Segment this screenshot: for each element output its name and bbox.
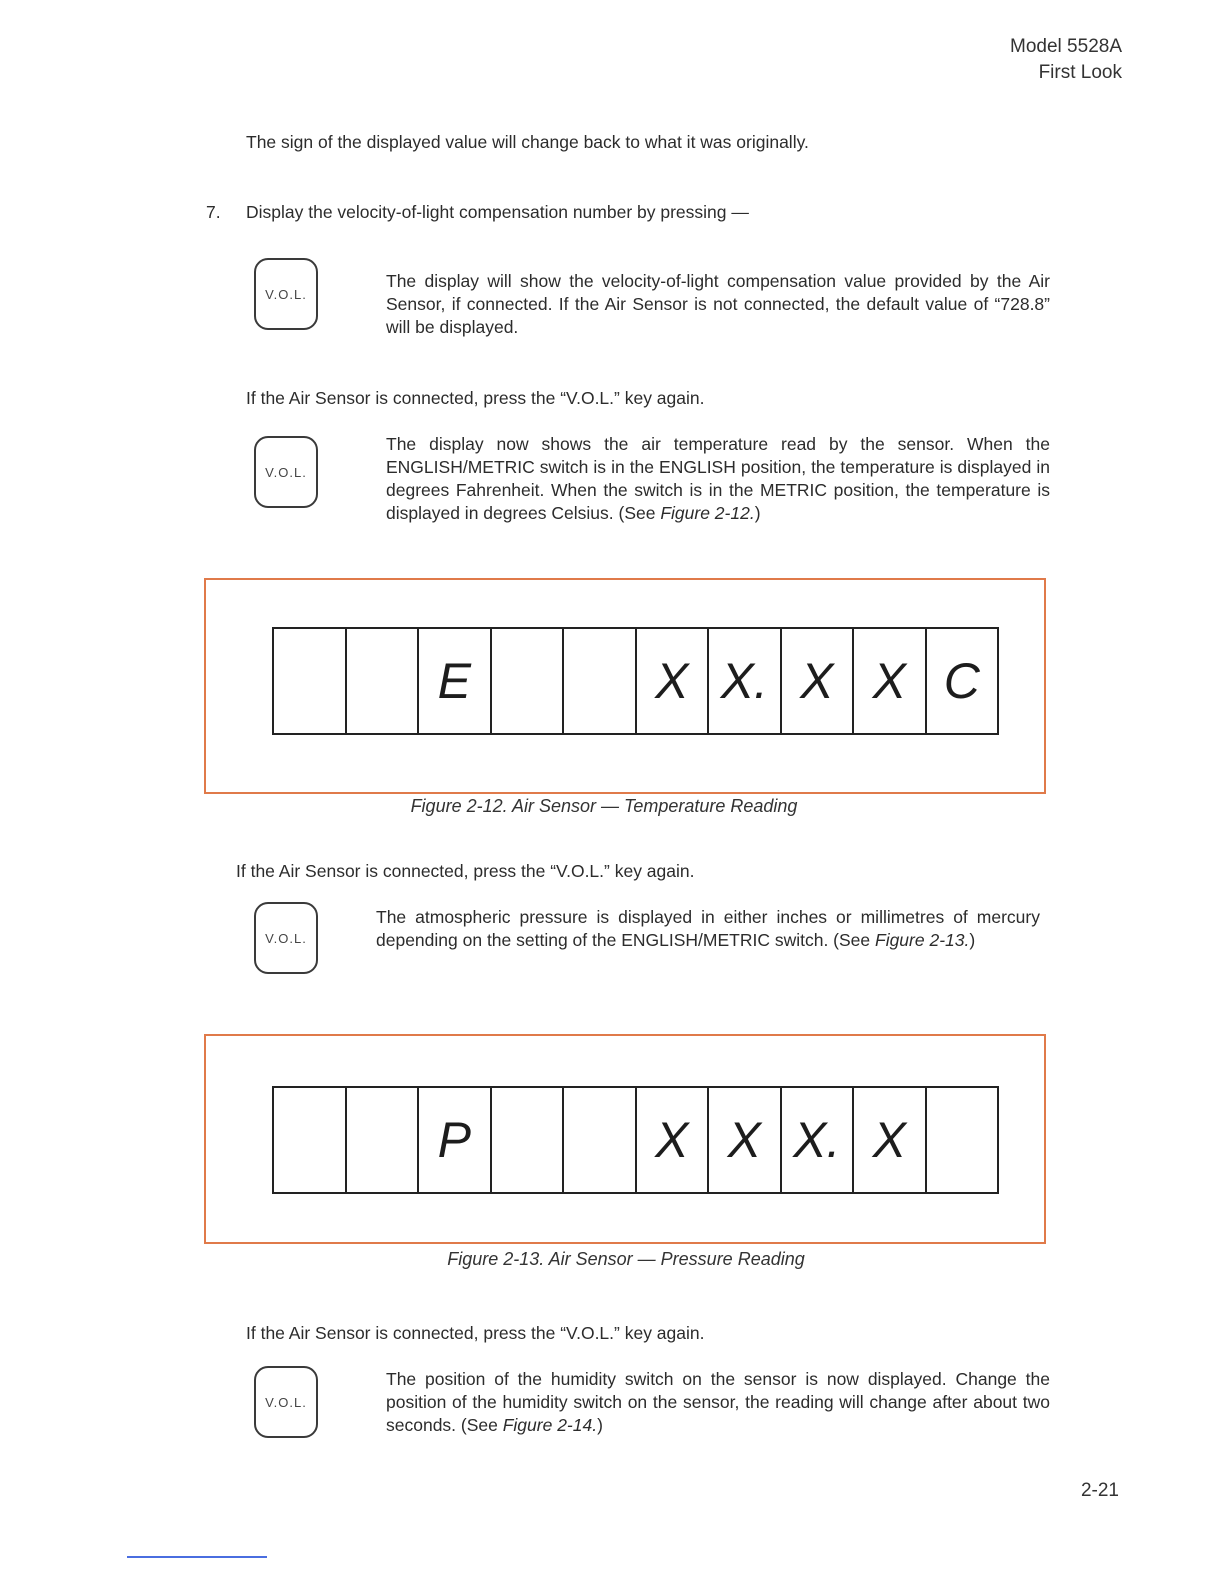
press-again-1: If the Air Sensor is connected, press the “V.O.L.” key again. <box>246 388 705 408</box>
display-digit <box>274 1088 347 1192</box>
figure-2-12-box <box>204 578 1046 794</box>
vol-key-icon <box>254 1366 318 1438</box>
pressure-text-end: ) <box>969 930 976 950</box>
vol-key-label: V.O.L. <box>265 930 307 946</box>
vol-key-label: V.O.L. <box>265 1394 307 1410</box>
display-digit <box>274 629 347 733</box>
temperature-description <box>386 433 1050 525</box>
vol-key-icon <box>254 902 318 974</box>
figure-2-12-caption: Figure 2-12. Air Sensor — Temperature Reading <box>410 796 798 816</box>
display-digit: C <box>943 653 980 709</box>
figure-2-14-reference: Figure 2-14. <box>502 1415 598 1435</box>
figure-2-13-caption: Figure 2-13. Air Sensor — Pressure Reading <box>447 1249 805 1269</box>
humidity-text-end: ) <box>597 1415 603 1435</box>
display-digit: X <box>709 1088 782 1192</box>
header-model: Model 5528A <box>1010 36 1122 57</box>
footer-rule <box>127 1556 267 1558</box>
step-number: 7. <box>206 202 221 222</box>
vol-key-label: V.O.L. <box>265 286 307 302</box>
display-digit: X. <box>709 629 782 733</box>
press-again-3: If the Air Sensor is connected, press the “V.O.L.” key again. <box>246 1323 705 1343</box>
page-number: 2-21 <box>1080 1480 1119 1501</box>
header-section: First Look <box>1038 62 1122 83</box>
display-digit: X. <box>782 1088 855 1192</box>
display-digit: X <box>854 1088 927 1192</box>
display-digit <box>347 629 420 733</box>
vol-key-icon <box>254 436 318 508</box>
step-text: Display the velocity-of-light compensation number by pressing — <box>246 202 749 222</box>
vol-description: The display will show the velocity-of-light compensation value provided by the Air Sensor, if connected. If the Air Sensor is not connected, the default value of “728.8” will be displayed. <box>386 271 1050 337</box>
temperature-display <box>272 627 999 735</box>
figure-2-13-reference: Figure 2-13. <box>875 930 970 950</box>
display-digit <box>492 629 565 733</box>
vol-key-label: V.O.L. <box>265 464 307 480</box>
pressure-display <box>272 1086 999 1194</box>
display-digit <box>492 1088 565 1192</box>
display-digit: E <box>419 629 492 733</box>
display-digit <box>564 629 637 733</box>
vol-key-icon <box>254 258 318 330</box>
figure-2-13-box <box>204 1034 1046 1244</box>
humidity-text: The position of the humidity switch on the sensor is now displayed. Change the position of the humidity switch on the sensor, the reading will change after about two seconds. (See <box>386 1369 1050 1435</box>
display-digit <box>564 1088 637 1192</box>
press-again-2: If the Air Sensor is connected, press the “V.O.L.” key again. <box>236 861 695 881</box>
sign-sentence: The sign of the displayed value will change back to what it was originally. <box>246 132 809 152</box>
temperature-text-end: ) <box>754 503 761 523</box>
display-digit: X <box>637 629 710 733</box>
display-digit: X <box>782 629 855 733</box>
figure-2-12-reference: Figure 2-12. <box>660 503 755 523</box>
display-digit: X <box>637 1088 710 1192</box>
display-digit: X <box>854 629 927 733</box>
display-digit <box>347 1088 420 1192</box>
display-digit: P <box>419 1088 492 1192</box>
humidity-description <box>386 1368 1050 1437</box>
temperature-text: The display now shows the air temperature read by the sensor. When the ENGLISH/METRIC switch is in the ENGLISH position, the temperature is displayed in degrees Fahrenheit. When the switch is in the METRIC position, the temperature is displayed in degrees Celsius. (See <box>386 434 1050 523</box>
pressure-description <box>376 906 1040 952</box>
running-header <box>1010 34 1122 86</box>
pressure-text: The atmospheric pressure is displayed in either inches or millimetres of mercury depending on the setting of the ENGLISH/METRIC switch. (See <box>376 907 1040 950</box>
display-digit <box>927 1088 998 1192</box>
